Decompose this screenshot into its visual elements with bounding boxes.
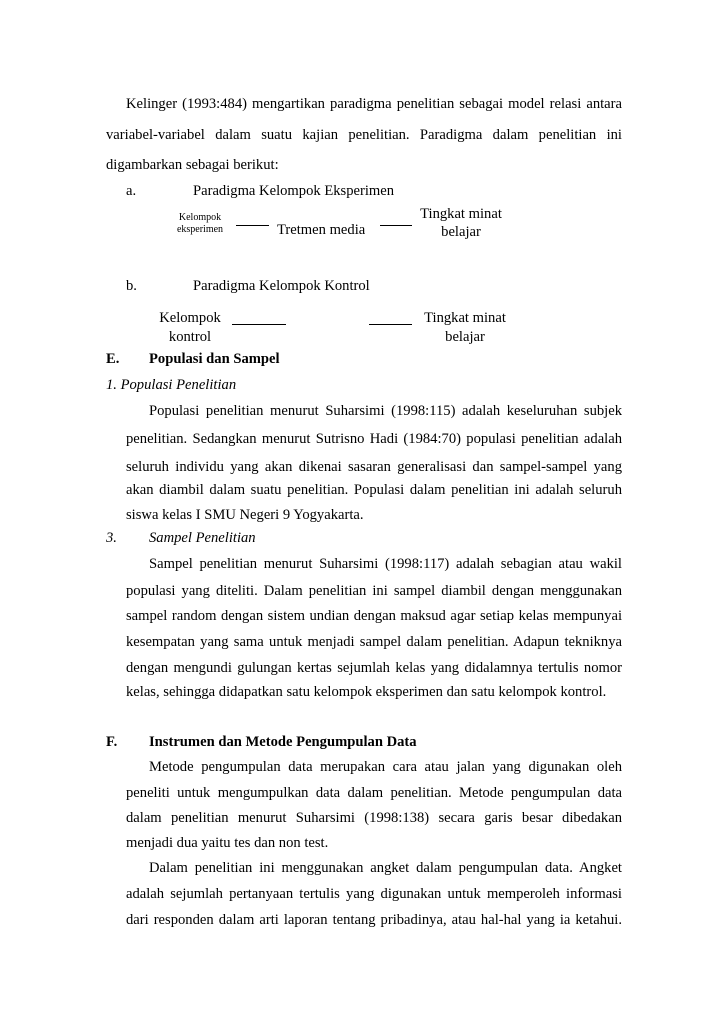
paradigm-b-group-line2: kontrol (168, 329, 212, 345)
sub1-line-3: seluruh individu yang akan dikenai sasaran generalisasi dan sampel-sampel yang (126, 459, 622, 475)
f-para1-line-3: dalam penelitian menurut Suharsimi (1998:138) secara garis besar dibedakan (126, 810, 622, 826)
section-f-letter: F. (106, 734, 118, 750)
paradigm-a-marker: a. (126, 183, 137, 199)
sub2-line-6: kelas, sehingga didapatkan satu kelompok eksperimen dan satu kelompok kontrol. (126, 684, 607, 700)
paradigm-a-treatment-box (277, 221, 365, 245)
f-para2-line-2: adalah sejumlah pertanyaan tertulis yang digunakan untuk memperoleh informasi (126, 886, 622, 902)
paradigm-a-treatment: Tretmen media (277, 222, 366, 238)
paradigm-a-group (160, 212, 240, 236)
paradigm-a-group-line2: eksperimen (176, 224, 224, 235)
paradigm-a-arrow-1 (236, 225, 269, 226)
intro-line-3: digambarkan sebagai berikut: (106, 157, 279, 173)
sub2-line-3: sampel random dengan sistem undian dengan maksud agar setiap kelas mempunyai (126, 608, 622, 624)
f-para1-line-4: menjadi dua yaitu tes dan non test. (126, 835, 329, 851)
f-para2-line-1: Dalam penelitian ini menggunakan angket dalam pengumpulan data. Angket (149, 860, 622, 876)
paradigm-b-outcome-line1: Tingkat minat (424, 310, 506, 326)
paradigm-b-outcome (420, 309, 510, 347)
section-e-sub2-number: 3. (106, 530, 117, 546)
paradigm-a-group-line1: Kelompok (178, 212, 222, 223)
section-f-title: Instrumen dan Metode Pengumpulan Data (149, 734, 417, 750)
sub1-line-1: Populasi penelitian menurut Suharsimi (1998:115) adalah keseluruhan subjek (149, 403, 622, 419)
paradigm-b-outcome-line2: belajar (445, 329, 485, 345)
sub2-line-2: populasi yang diteliti. Dalam penelitian ini sampel diambil dengan menggunakan (126, 583, 622, 599)
paradigm-b-arrow-2 (369, 324, 412, 325)
paradigm-a-outcome-line2: belajar (441, 224, 481, 240)
section-e-letter: E. (106, 351, 120, 367)
paradigm-b-marker: b. (126, 278, 137, 294)
paradigm-b-group-line1: Kelompok (159, 310, 221, 326)
f-para1-line-1: Metode pengumpulan data merupakan cara atau jalan yang digunakan oleh (149, 759, 622, 775)
sub2-line-5: dengan mengundi gulungan kertas sejumlah kelas yang didalamnya tertulis nomor (126, 660, 622, 676)
sub2-line-4: kesempatan yang sama untuk menjadi sampel dalam penelitian. Adapun tekniknya (126, 634, 622, 650)
paradigm-b-arrow-1 (232, 324, 286, 325)
sub1-line-4: akan diambil dalam suatu penelitian. Populasi dalam penelitian ini adalah seluruh (126, 482, 622, 498)
section-e-sub2-heading: Sampel Penelitian (149, 530, 256, 546)
paradigm-b-title: Paradigma Kelompok Kontrol (193, 278, 370, 294)
paradigm-a-arrow-2 (380, 225, 412, 226)
paradigm-a-outcome (416, 205, 506, 241)
paradigm-a-title: Paradigma Kelompok Eksperimen (193, 183, 395, 199)
intro-line-2: variabel-variabel dalam suatu kajian penelitian. Paradigma dalam penelitian ini (106, 127, 622, 143)
section-e-sub1-heading: 1. Populasi Penelitian (106, 377, 237, 393)
section-e-title: Populasi dan Sampel (149, 351, 280, 367)
paradigm-a-outcome-line1: Tingkat minat (420, 206, 502, 222)
sub1-line-2: penelitian. Sedangkan menurut Sutrisno Hadi (1984:70) populasi penelitian adalah (126, 431, 622, 447)
f-para1-line-2: peneliti untuk mengumpulkan data dalam penelitian. Metode pengumpulan data (126, 785, 622, 801)
sub1-line-5: siswa kelas I SMU Negeri 9 Yogyakarta. (126, 507, 364, 523)
sub2-line-1: Sampel penelitian menurut Suharsimi (1998:117) adalah sebagian atau wakil (149, 556, 622, 572)
paradigm-b-group (148, 309, 232, 347)
f-para2-line-3: dari responden dalam arti laporan tentang pribadinya, atau hal-hal yang ia ketahui. (126, 912, 622, 928)
